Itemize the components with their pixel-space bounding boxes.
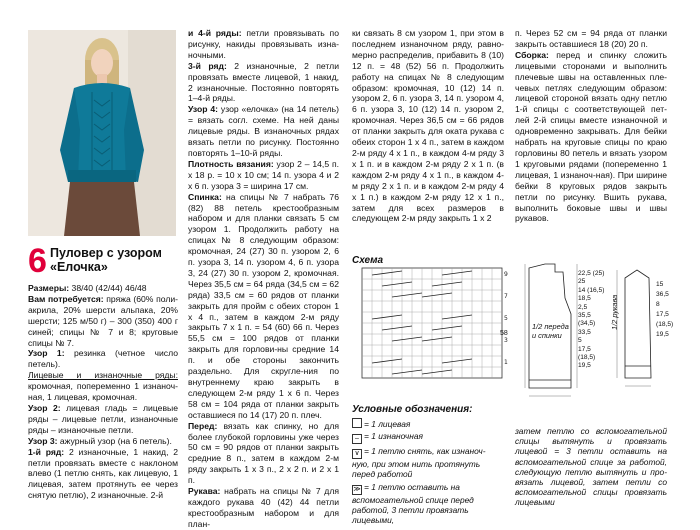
paragraph bbox=[28, 370, 178, 403]
paragraph bbox=[188, 421, 339, 486]
legend-text: = 1 изнаночная bbox=[364, 431, 423, 442]
text-column-4 bbox=[515, 28, 667, 224]
paragraph bbox=[188, 486, 339, 530]
svg-text:3: 3 bbox=[504, 337, 508, 344]
paragraph-text: вязать как спинку, но для более глубокой горловины уже через 50 см = 90 рядов от планки закрыть средние 8 п., затем в каждом 2-м ряду закрыть 1 х 3 п., 2 х 2 п. и 2 х 1 п. bbox=[188, 420, 339, 486]
svg-text:9: 9 bbox=[504, 271, 508, 278]
diagram-dims-body bbox=[578, 270, 608, 371]
legend-item bbox=[352, 418, 500, 429]
paragraph bbox=[188, 61, 339, 105]
diagram-front-label: 1/2 переда и спинки bbox=[532, 322, 569, 340]
text-column-1 bbox=[28, 283, 178, 501]
knitting-chart bbox=[352, 266, 512, 386]
legend-item bbox=[352, 482, 500, 526]
text-column-2 bbox=[188, 28, 339, 530]
paragraph bbox=[28, 283, 178, 294]
paragraph-text: узор «елочка» (на 14 петель) = вязать согл. схеме. На ней даны лицевые ряды. В изнаночных рядах вязать петли по рисунку. Постоянно повторять 1–10-й ряды. bbox=[188, 104, 339, 158]
paragraph bbox=[515, 50, 667, 225]
paragraph-label: Узор 1: bbox=[28, 348, 65, 359]
paragraph-text: узор 2 – 14,5 п. х 18 р. = 10 х 10 см; 14 п. узора 4 и 2 х 6 п. узора 3 = ширина 17 см. bbox=[188, 158, 339, 191]
paragraph bbox=[28, 436, 178, 447]
paragraph-text: ки связать 8 см узором 1, при этом в последнем изнаночном ряду, равно-мерно распределив, прибавить 8 (10) 12 п. = 48 (52) 56 п. Продолжить работу на спицах № 8 следующим образом: кромочная, 10 (12) 14 п. узором 2, 6 п. узора 3, 14 п. узором 4, 6 п. узора 3, 10 (12) 14 п. узором 2, кромочная. Через 36,5 см = 66 рядов от планки закрыть для окатa рукава с обеих сторон 1 х 4 п., затем в каждом 2-м ряду 4 х 1 п., в каждом 4-м ряду 3 х 1 п. и в каждом 2-м ряду 2 х 1 п. (в каждом 2-м ряду 4 х 1 п., в каждом 4-м ряду 2 х 1 п. и в каждом 2-м ряду 4 х 1 п.) в каждом 2-м ряду 12 х 1 п., затем для всех размеров в следующем 2-м ряду закрыть 1 х 2 bbox=[352, 28, 504, 224]
paragraph-label: Узор 2: bbox=[28, 402, 61, 413]
paragraph bbox=[28, 447, 178, 502]
legend-title: Условные обозначения: bbox=[352, 404, 473, 415]
paragraph-text: ажурный узор (на 6 петель). bbox=[57, 435, 172, 446]
paragraph-text: лицевая гладь = лицевые ряды – лицевые петли, изнаночные ряды – изнаночные петли. bbox=[28, 402, 178, 435]
dimension-label: 17,5 (18,5) 19,5 bbox=[656, 311, 674, 338]
paragraph-underlined: Лицевые и изнаночные ряды: bbox=[28, 370, 178, 381]
paragraph-text: 38/40 (42/44) 46/48 bbox=[69, 283, 147, 293]
paragraph-text: п. Через 52 см = 94 ряда от планки закрыть оставшиеся 18 (20) 20 п. bbox=[515, 28, 667, 49]
paragraph-label: Узор 3: bbox=[28, 435, 58, 446]
pattern-title bbox=[50, 246, 162, 274]
paragraph-label: Размеры: bbox=[28, 283, 70, 293]
legend-symbol-icon bbox=[352, 418, 362, 428]
paragraph-label: Рукава: bbox=[188, 486, 221, 497]
dimension-label: 14 (16,5) 18,5 bbox=[578, 286, 605, 303]
legend-item bbox=[352, 431, 500, 444]
paragraph-text: 2 изнаночные, 2 петли провязать вместе лицевой, 1 накид, 2 изнаночные. Постоянно повторять 1–4-й ряды. bbox=[188, 60, 339, 104]
paragraph bbox=[188, 192, 339, 421]
paragraph bbox=[188, 104, 339, 159]
paragraph bbox=[28, 294, 178, 349]
paragraph bbox=[188, 159, 339, 192]
legend-text: = 1 петлю снять, как изнаноч-ную, при этом нить протянуть перед работой bbox=[352, 446, 486, 480]
svg-text:1: 1 bbox=[504, 359, 508, 366]
paragraph-text: 2 изнаночные, 1 накид, 2 петли провязать вместе с наклоном влево (1 петлю снять, как лицевую, 1 лицевая, затем протянуть ее через снятую петлю), 2 изнаночные. 2-й bbox=[28, 446, 179, 501]
dimension-label: 17,5 (18,5) 19,5 bbox=[578, 345, 596, 370]
legend-item bbox=[352, 446, 500, 479]
paragraph-label: Плотность вязания: bbox=[188, 158, 274, 169]
paragraph-text: петли провязывать по рисунку, накиды провязывать изна-ночными. bbox=[188, 28, 339, 60]
paragraph-text: кромочная, попеременно 1 изнаноч-ная, 1 лицевая, кромочная. bbox=[28, 381, 178, 403]
text-column-3 bbox=[352, 28, 504, 224]
diagram-sleeve-label: 1/2 рукава bbox=[610, 294, 619, 330]
pattern-title-line-1: Пуловер с узором bbox=[50, 246, 162, 260]
dimension-label: 2,5 bbox=[578, 303, 588, 311]
legend-text: = 1 лицевая bbox=[364, 419, 411, 429]
paragraph-label: Перед: bbox=[188, 420, 218, 431]
paragraph-label: Сборка: bbox=[515, 49, 549, 60]
legend-symbol-icon: – bbox=[352, 434, 362, 444]
dimension-label: 15 bbox=[656, 281, 664, 288]
paragraph-text: на спицы № 7 набрать 76 (82) 88 петель крестообразным набором и для планки связать 5 см узором 1. Продолжить работу на спицах № 8 следующим образом: кромочная, 24 (27) 30 п. узором 2, 6 п. узора 3, 14 п. узором 4, 6 п. узора 3, 24 (27) 30 п. узором 2, кромочная. Через 35,5 см = 64 ряда (34,5 см = 62 ряда) 33,5 см = 60 рядов от планки закрыть для пройм с обеих сторон 1 х 4 п., затем в каждом 2-м ряду закрыть 7 х 1 п. = 54 (60) 66 п. Через 55,5 см = 100 рядов от планки закрыть для горлови-ны средние 14 п. и обе стороны закончить раздельно. Для скругле-ния по внутреннему краю закрыть в следующем 2-м ряду 1 х 6 п. Через 58 см = 104 ряда от планки закрыть оставшиеся по 14 (17) 20 п. плеч. bbox=[188, 191, 339, 420]
paragraph-text: резинка (четное число петель). bbox=[28, 348, 178, 370]
paragraph-text: перед и спинку сложить лицевыми сторонами и выполнить плечевые швы на оставленных пле-чевых петлях следующим образом: лицевой стороной вязать одну петлю 1-й спицы с соответствующей пет-лей 2-й спицы вместе изнаночной и одновременно закрывать. Для бейки набрать на круговые спицы по краю горловины 80 петель и вязать узором 1 круговыми рядами (попеременно 1 лицевая, 1 изнаноч-ная). При ширине бейки 8 круговых рядов закрыть петли по рисунку. Вшить рукава, выполнить боковые швы и швы рукавов. bbox=[515, 49, 667, 224]
pattern-number: 6 bbox=[28, 242, 47, 280]
svg-text:5: 5 bbox=[504, 315, 508, 322]
paragraph bbox=[28, 348, 178, 370]
dimension-label: 5 bbox=[578, 337, 582, 345]
paragraph-label: Вам потребуется: bbox=[28, 293, 104, 304]
paragraph-label: Узор 4: bbox=[188, 104, 219, 115]
dimension-label: 36,5 bbox=[656, 291, 669, 298]
paragraph-label: и 4-й ряды: bbox=[188, 28, 242, 38]
dimension-label: 8 bbox=[656, 301, 660, 308]
paragraph bbox=[28, 403, 178, 436]
legend-left bbox=[352, 418, 500, 527]
paragraph-text: пряжа (60% поли-акрила, 20% шерсти альпака, 20% шерсти; 125 м/50 г) – 300 (350) 400 г синей; спицы № 7 и 8; круговые спицы № 7. bbox=[28, 293, 178, 348]
legend-text: = 1 петлю оставить на вспомогательной спице перед работой, 3 петли провязать лицевыми, bbox=[352, 481, 474, 526]
paragraph bbox=[188, 28, 339, 61]
legend-symbol-icon: ≫ bbox=[353, 485, 361, 493]
paragraph-label: 3-й ряд: bbox=[188, 60, 227, 71]
scheme-title: Схема bbox=[352, 255, 384, 266]
svg-text:7: 7 bbox=[504, 293, 508, 300]
dimension-label: 22,5 (25) 25 bbox=[578, 270, 605, 286]
model-photo bbox=[28, 30, 176, 236]
paragraph-label: 1-й ряд: bbox=[28, 446, 65, 457]
legend-symbol-icon: ∨ bbox=[352, 449, 362, 459]
paragraph bbox=[352, 28, 504, 224]
diagram-dims-sleeve bbox=[656, 280, 686, 340]
pattern-title-line-2: «Елочка» bbox=[50, 260, 108, 274]
paragraph-text: набрать на спицы № 7 для каждого рукава 40 (42) 44 петли крестообразным набором и для план- bbox=[188, 486, 339, 529]
dimension-label: 35,5 (34,5) 33,5 bbox=[578, 312, 596, 336]
diagram-height: 58 bbox=[500, 330, 508, 337]
legend-right: затем петлю со вспомогательной спицы вытянуть и провязать лицевой = 3 петли оставить на вспомогательной спице за работой, следующую петлю вытянуть и про-вязать лицевой, затем петли со вспомогательной спицы провязать лицевыми bbox=[515, 426, 667, 508]
paragraph bbox=[515, 28, 667, 50]
paragraph-label: Спинка: bbox=[188, 191, 222, 202]
